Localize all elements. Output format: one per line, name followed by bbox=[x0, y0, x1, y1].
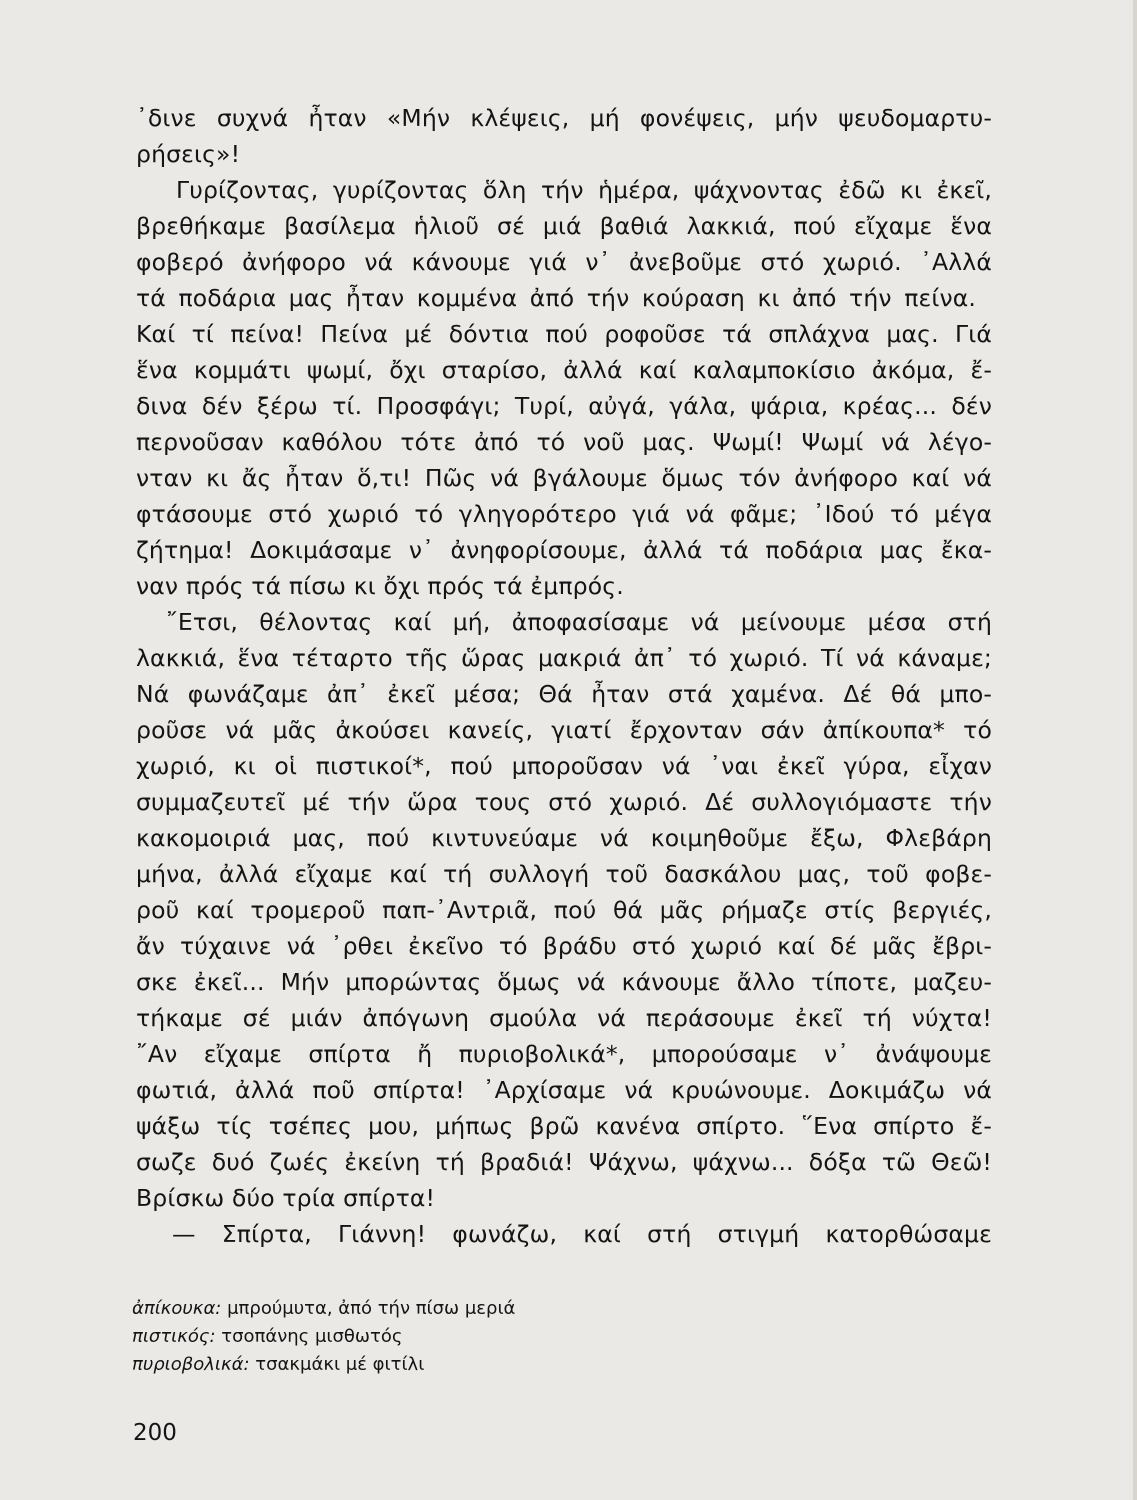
text-line: ρήσεις»! bbox=[136, 140, 241, 168]
text-line: ῎Ετσι, θέλοντας καί μή, ἀποφασίσαμε νά μείνουμε μέσα στή bbox=[166, 608, 992, 636]
text-line: ἕνα κομμάτι ψωμί, ὄχι σταρίσο, ἀλλά καί καλαμποκίσιο ἀκόμα, ἔ- bbox=[136, 356, 992, 384]
text-line: Γυρίζοντας, γυρίζοντας ὅλη τήν ἡμέρα, ψάχνοντας ἐδῶ κι ἐκεῖ, bbox=[176, 176, 992, 204]
text-line: ῎Αν εἴχαμε σπίρτα ἤ πυριοβολικά*, μπορούσαμε ν᾿ ἀνάψουμε bbox=[136, 1040, 992, 1068]
footnote bbox=[132, 1352, 424, 1378]
text-line: ζήτημα! Δοκιμάσαμε ν᾿ ἀνηφορίσουμε, ἀλλά τά ποδάρια μας ἔκα- bbox=[136, 536, 992, 564]
text-line: φοβερό ἀνήφορο νά κάνουμε γιά ν᾿ ἀνεβοῦμε στό χωριό. ᾿Αλλά bbox=[136, 248, 992, 276]
footnote-term: πυριοβολικά: bbox=[132, 1354, 250, 1375]
text-line: τά ποδάρια μας ἦταν κομμένα ἀπό τήν κούραση κι ἀπό τήν πείνα. bbox=[136, 284, 976, 312]
page-edge bbox=[1133, 0, 1137, 1500]
text-line: κακομοιριά μας, πού κιντυνεύαμε νά κοιμηθοῦμε ἔξω, Φλεβάρη bbox=[136, 824, 992, 852]
text-line: Καί τί πείνα! Πείνα μέ δόντια πού ροφοῦσε τά σπλάχνα μας. Γιά bbox=[136, 320, 992, 348]
text-line: ᾿δινε συχνά ἦταν «Μήν κλέψεις, μή φονέψεις, μήν ψευδομαρτυ- bbox=[136, 104, 992, 132]
text-line: Νά φωνάζαμε ἀπ᾿ ἐκεῖ μέσα; Θά ἦταν στά χαμένα. Δέ θά μπο- bbox=[136, 680, 992, 708]
text-line: χωριό, κι οἱ πιστικοί*, πού μποροῦσαν νά ᾿ναι ἐκεῖ γύρα, εἶχαν bbox=[136, 752, 992, 780]
text-line: περνοῦσαν καθόλου τότε ἀπό τό νοῦ μας. Ψωμί! Ψωμί νά λέγο- bbox=[136, 428, 992, 456]
text-line: δινα δέν ξέρω τί. Προσφάγι; Τυρί, αὐγά, γάλα, ψάρια, κρέας... δέν bbox=[136, 392, 992, 420]
page-number: 200 bbox=[133, 1420, 177, 1446]
text-line: βρεθήκαμε βασίλεμα ἡλιοῦ σέ μιά βαθιά λακκιά, πού εἴχαμε ἕνα bbox=[136, 212, 992, 240]
footnote-definition: τσοπάνης μισθωτός bbox=[221, 1326, 403, 1347]
text-line: συμμαζευτεῖ μέ τήν ὥρα τους στό χωριό. Δέ συλλογιόμαστε τήν bbox=[136, 788, 992, 816]
footnote bbox=[132, 1296, 515, 1322]
text-line: τήκαμε σέ μιάν ἀπόγωνη σμούλα νά περάσουμε ἐκεῖ τή νύχτα! bbox=[136, 1004, 992, 1032]
footnote-definition: τσακμάκι μέ φιτίλι bbox=[255, 1354, 425, 1375]
text-line: φωτιά, ἀλλά ποῦ σπίρτα! ᾿Αρχίσαμε νά κρυώνουμε. Δοκιμάζω νά bbox=[136, 1076, 992, 1104]
text-line: λακκιά, ἕνα τέταρτο τῆς ὥρας μακριά ἀπ᾿ τό χωριό. Τί νά κάναμε; bbox=[136, 644, 992, 672]
footnote-term: ἀπίκουκα: bbox=[132, 1298, 222, 1319]
footnote-term: πιστικός: bbox=[132, 1326, 216, 1347]
text-line: Βρίσκω δύο τρία σπίρτα! bbox=[136, 1184, 436, 1212]
text-line: σκε ἐκεῖ... Μήν μπορώντας ὅμως νά κάνουμε ἄλλο τίποτε, μαζευ- bbox=[136, 968, 992, 996]
text-line: ψάξω τίς τσέπες μου, μήπως βρῶ κανένα σπίρτο. ῞Ενα σπίρτο ἔ- bbox=[136, 1112, 992, 1140]
text-line: ροῦ καί τρομεροῦ παπ-᾿Αντριᾶ, πού θά μᾶς ρήμαζε στίς βεργιές, bbox=[136, 896, 992, 924]
text-line: νταν κι ἄς ἦταν ὅ,τι! Πῶς νά βγάλουμε ὅμως τόν ἀνήφορο καί νά bbox=[136, 464, 992, 492]
text-line: ἄν τύχαινε νά ᾿ρθει ἐκεῖνο τό βράδυ στό χωριό καί δέ μᾶς ἔβρι- bbox=[136, 932, 992, 960]
footnote-definition: μπρούμυτα, ἀπό τήν πίσω μεριά bbox=[227, 1298, 516, 1319]
text-line: μήνα, ἀλλά εἴχαμε καί τή συλλογή τοῦ δασκάλου μας, τοῦ φοβε- bbox=[136, 860, 992, 888]
text-line: σωζε δυό ζωές ἐκείνη τή βραδιά! Ψάχνω, ψάχνω... δόξα τῶ Θεῶ! bbox=[136, 1148, 992, 1176]
text-line: φτάσουμε στό χωριό τό γληγορότερο γιά νά φᾶμε; ᾿Ιδού τό μέγα bbox=[136, 500, 992, 528]
text-line: — Σπίρτα, Γιάννη! φωνάζω, καί στή στιγμή κατορθώσαμε bbox=[172, 1220, 992, 1248]
text-line: ναν πρός τά πίσω κι ὄχι πρός τά ἐμπρός. bbox=[136, 572, 624, 600]
footnote bbox=[132, 1324, 402, 1350]
text-line: ροῦσε νά μᾶς ἀκούσει κανείς, γιατί ἔρχονταν σάν ἀπίκουπα* τό bbox=[136, 716, 992, 744]
